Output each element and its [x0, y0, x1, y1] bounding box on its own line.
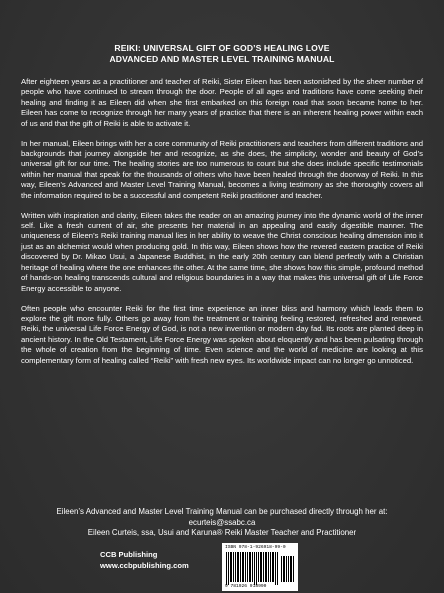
title-line-1: REIKI: UNIVERSAL GIFT OF GOD’S HEALING LOVE — [114, 43, 330, 53]
description-body — [21, 77, 423, 376]
title-line-2: ADVANCED AND MASTER LEVEL TRAINING MANUAL — [109, 54, 335, 64]
barcode-bars — [226, 552, 294, 585]
publisher-block — [100, 550, 189, 571]
title-block — [0, 43, 444, 65]
author-signature: Eileen Curteis, ssa, Usui and Karuna® Reiki Master Teacher and Practitioner — [87, 528, 357, 538]
paragraph-4: Often people who encounter Reiki for the first time experience an inner bliss and harmony which leads them to explore the gift more fully. Others go away from the treatment or training feeling restored, refreshed and renewed. Reiki, the universal Life Force Energy of God, is not a new invention or modern day fad. Its roots are planted deep in ancient history. In the Old Testament, Life Force Energy was spoken about eloquently and has been pulsating through the whole of creation from the beginning of time. Even science and the world of medicine are looking at this complementary form of healing called “Reiki” with fresh new eyes. Its worldwide impact can no longer go unnoticed. — [21, 303, 423, 365]
publisher-website: www.ccbpublishing.com — [100, 560, 189, 570]
isbn-barcode — [222, 543, 298, 591]
isbn-text: ISBN 978-1-926918-99-0 — [225, 545, 286, 550]
paragraph-2: In her manual, Eileen brings with her a core community of Reiki practitioners and teachers from different traditions and backgrounds that journey alongside her and recognize, as she does, the simplicity, wonder and beauty of God’s universal gift for our time. The healing stories are too numerous to count but she does include specific testimonials within her manual that speak for the thousands of others who have been healed through the doorway of Reiki. In this way, Eileen’s Advanced and Master Level Training Manual, becomes a living testimony as she thoroughly covers all the information required to be a successful and competent Reiki practitioner and teacher. — [21, 138, 423, 200]
publisher-name: CCB Publishing — [100, 550, 158, 559]
email-address: ecurteis@ssabc.ca — [188, 517, 256, 527]
purchase-info — [0, 507, 444, 539]
barcode-digits: 9 781926 918990 — [225, 584, 267, 589]
paragraph-1: After eighteen years as a practitioner and teacher of Reiki, Sister Eileen has been astonished by the sheer number of people who have continued to stream through the door. People of all ages and traditions have come seeking their healing and finding it as Eileen did when she first embarked on this foreign road that soon became home to her. Eileen has come to recognize through her many years of practice that there is an inherent healing power within each of us and that the gift of Reiki is able to activate it. — [21, 77, 423, 128]
purchase-line: Eileen’s Advanced and Master Level Training Manual can be purchased directly through her at: — [56, 507, 388, 516]
paragraph-3: Written with inspiration and clarity, Eileen takes the reader on an amazing journey into the dynamic world of the inner self. Like a fresh current of air, she presents her material in an appealing and easily digestible manner. The uniqueness of Eileen’s Reiki training manual lies in her ability to weave the Christ conscious healing dimension into it just as an alchemist would when producing gold. In this way, Eileen shows how the revered eastern practice of Reiki discovered by Dr. Mikao Usui, a Japanese Buddhist, in the early 20th century can blend perfectly with a Christian heritage of healing where the one enhances the other. At the same time, she shows how this simple, profound method of hands-on healing transcends cultural and religious boundaries in a way that makes this universal gift of Life Force Energy accessible to anyone. — [21, 210, 423, 293]
